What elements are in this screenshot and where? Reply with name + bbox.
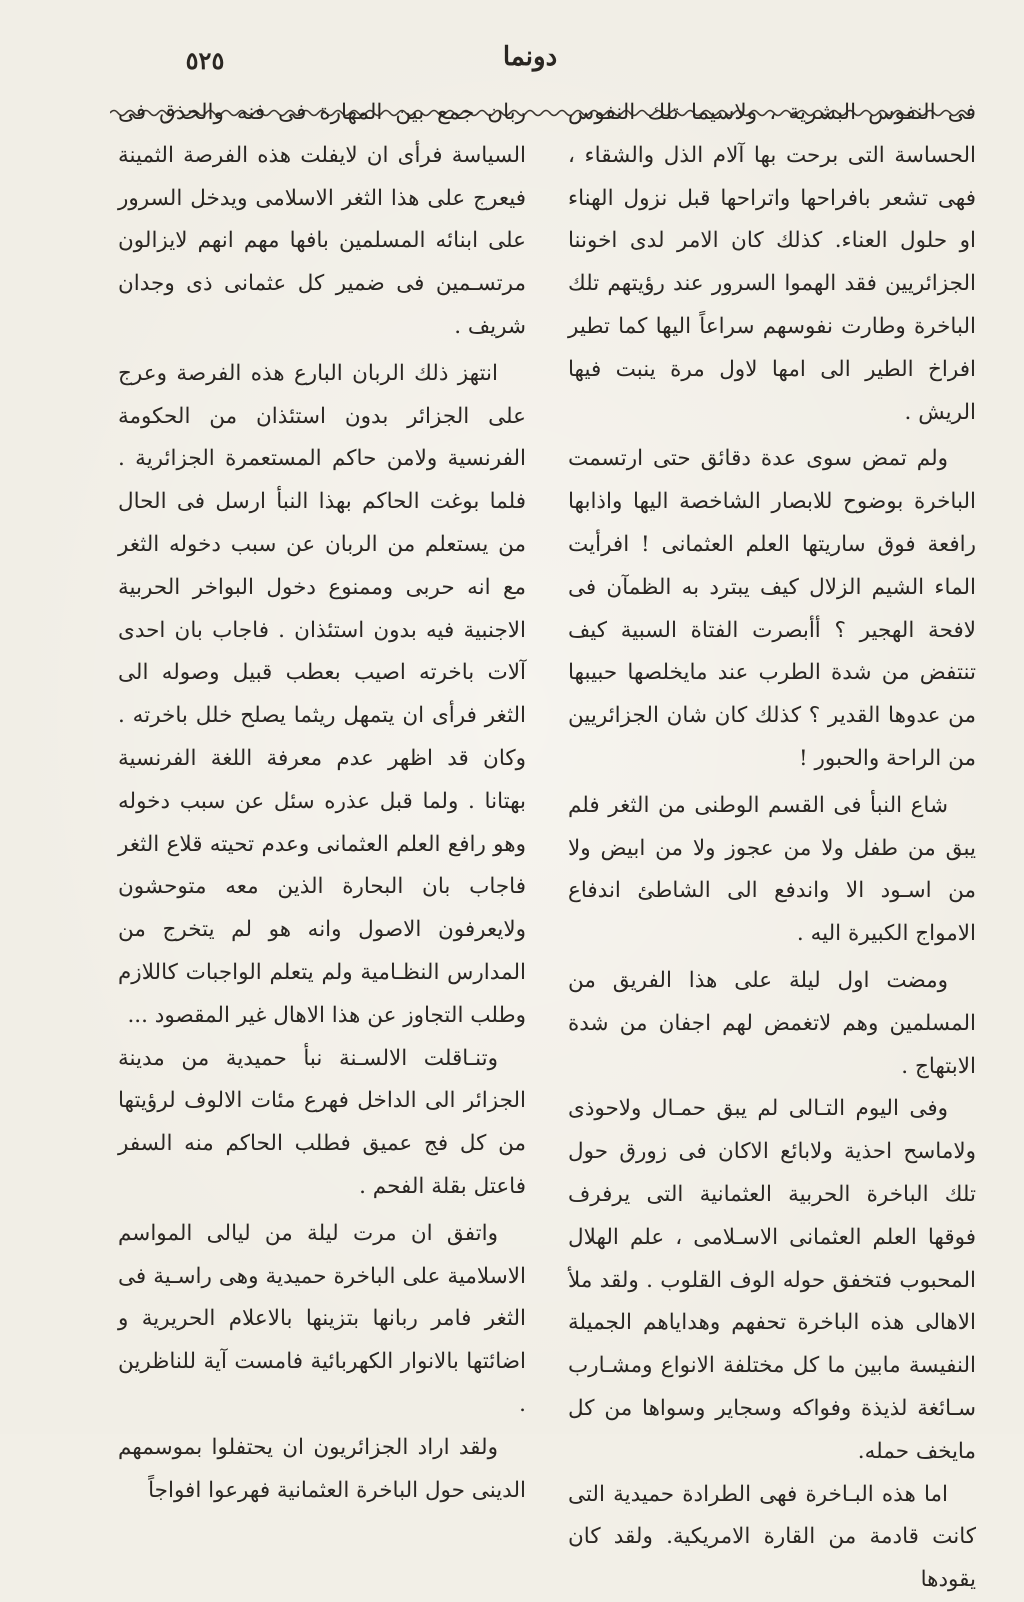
paragraph: ولقد اراد الجزائريون ان يحتفلوا بموسمهم الدينى حول الباخرة العثمانية فهرعوا افواجاً [118, 1434, 526, 1503]
page-header [0, 36, 1024, 76]
paragraph: فى النفوس البشرية ، ولاسيما تلك النفوس الحساسة التى برحت بها آلام الذل والشقاء ، فهى تشعر بافراحها واتراحها قبل نزول الهناء او حلول العناء. كذلك كان الامر لدى اخوننا الجزائريين فقد الهموا السرور عند رؤيتهم تلك الباخرة وطارت نفوسهم سراعاً اليها كما تطير افراخ الطير الى امها لاول مرة ينبت فيها الريش . [568, 100, 976, 425]
paragraph: واتفق ان مرت ليلة من ليالى المواسم الاسلامية على الباخرة حميدية وهى راسـية فى الثغر فامر ربانها بتزينها بالاعلام الحريرية و اضائتها بالانوار الكهربائية فامست آية للناظرين . [118, 1220, 526, 1417]
column-right [568, 92, 976, 1602]
column-left [118, 92, 526, 1512]
paragraph: شاع النبأ فى القسم الوطنى من الثغر فلم يبق من طفل ولا من عجوز ولا من ابيض ولا من اسـود الا واندفع الى الشاطئ اندفاع الامواج الكبيرة اليه . [568, 792, 976, 947]
paragraph: وفى اليوم التـالى لم يبق حمـال ولاحوذى ولاماسح احذية ولابائع الاكان فى زورق حول تلك الباخرة الحربية العثمانية التى يرفرف فوقها العلم العثمانى الاسـلامى ، علم الهلال المحبوب فتخفق حوله الوف القلوب . ولقد ملأ الاهالى هذه الباخرة تحفهم وهداياهم الجميلة النفيسة مابين ما كل مختلفة الانواع ومشـارب سـائغة لذيذة وفواكه وسجاير وسواها من كل مايخف حمله. [568, 1096, 976, 1464]
paragraph: ربان جمع بين المهارة فى فنه والحذق فى السياسة فرأى ان لايفلت هذه الفرصة الثمينة فيعرج على هذا الثغر الاسلامى ويدخل السرور على ابنائه المسلمين بافها مهم انهم لايزالون مرتسـمين فى ضمير كل عثمانى ذى وجدان شريف . [118, 100, 526, 339]
paragraph: وتنـاقلت الالسـنة نبأ حميدية من مدينة الجزائر الى الداخل فهرع مئات الالوف لرؤيتها من كل فج عميق فطلب الحاكم منه السفر فاعتل بقلة الفحم . [118, 1045, 526, 1199]
paragraph: ومضت اول ليلة على هذا الفريق من المسلمين وهم لاتغمض لهم اجفان من شدة الابتهاج . [568, 967, 976, 1079]
running-head: دونما [502, 42, 558, 72]
paragraph: انتهز ذلك الربان البارع هذه الفرصة وعرج على الجزائر بدون استئذان من الحكومة الفرنسية ولامن حاكم المستعمرة الجزائرية . فلما بوغت الحاكم بهذا النبأ ارسل فى الحال من يستعلم من الربان عن سبب دخوله الثغر مع انه حربى وممنوع دخول البواخر الحربية الاجنبية فيه بدون استئذان . فاجاب بان احدى آلات باخرته اصيب بعطب قبيل وصوله الى الثغر فرأى ان يتمهل ريثما يصلح خلل باخرته . وكان قد اظهر عدم معرفة اللغة الفرنسية بهتانا . ولما قبل عذره سئل عن سبب دخوله وهو رافع العلم العثمانى وعدم تحيته قلاع الثغر فاجاب بان البحارة الذين معه متوحشون ولايعرفون الاصول وانه هو لم يتخرج من المدارس النظـامية ولم يتعلم الواجبات كاللازم وطلب التجاوز عن هذا الاهال غير المقصود ... [118, 360, 526, 1028]
paragraph: ولم تمض سوى عدة دقائق حتى ارتسمت الباخرة بوضوح للابصار الشاخصة اليها واذابها رافعة فوق ساريتها العلم العثمانى ! افرأيت الماء الشيم الزلال كيف يبترد به الظمآن فى لافحة الهجير ؟ أأبصرت الفتاة السبية كيف تنتفض من شدة الطرب عند مايخلصها حبيبها من عدوها القدير ؟ كذلك كان شان الجزائريين من الراحة والحبور ! [568, 446, 976, 771]
page-number: ٥٢٥ [185, 46, 225, 75]
paragraph: اما هذه البـاخرة فهى الطرادة حميدية التى كانت قادمة من القارة الامريكية. ولقد كان يقودها [568, 1481, 976, 1593]
